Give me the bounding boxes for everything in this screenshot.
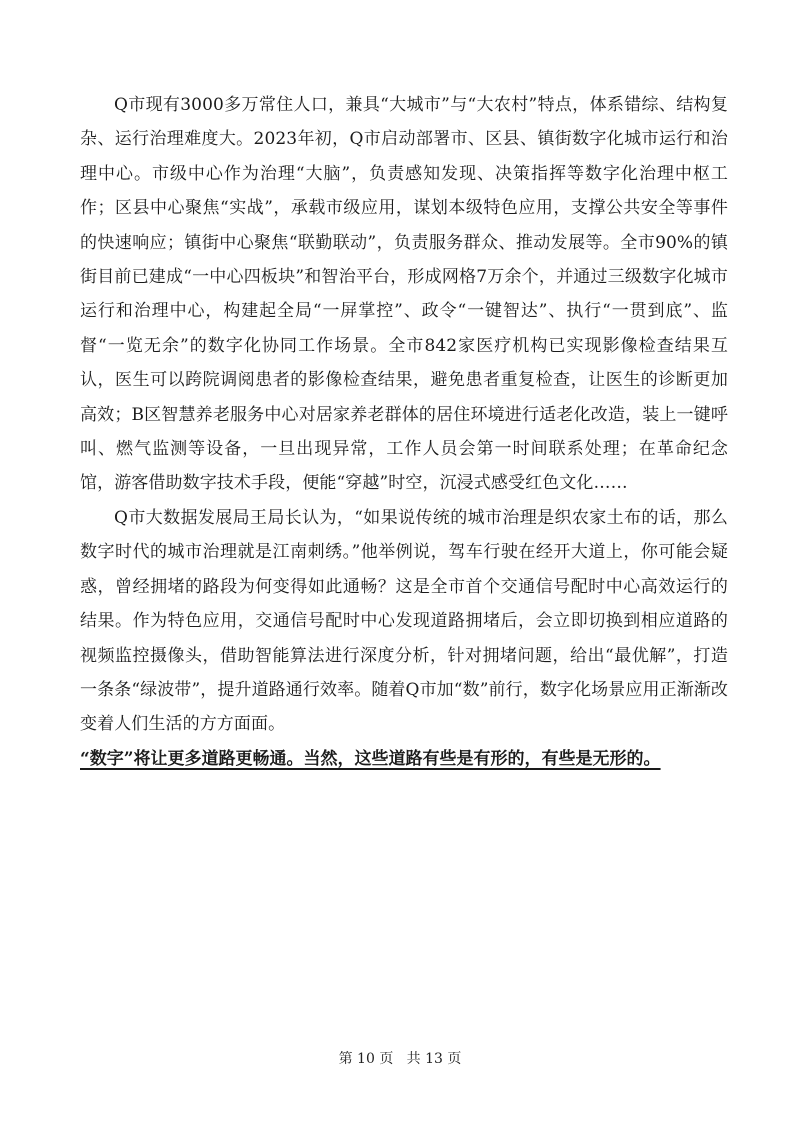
paragraph-traffic-signal: Q市大数据发展局王局长认为，“如果说传统的城市治理是织农家土布的话，那么数字时代的城市治理就是江南刺绣。”他举例说，驾车行驶在经开大道上，你可能会疑惑，曾经拥堵的路段为何变得如此通畅？这是全市首个交通信号配时中心高效运行的结果。作为特色应用，交通信号配时中心发现道路拥堵后，会立即切换到相应道路的视频监控摄像头，借助智能算法进行深度分析，针对拥堵问题，给出“最优解”，打造一条条“绿波带”，提升道路通行效率。随着Q市加“数”前行，数字化场景应用正渐渐改变着人们生活的方方面面。: [80, 507, 728, 735]
emphasis-sentence: “数字”将让更多道路更畅通。当然，这些道路有些是有形的，有些是无形的。: [80, 748, 661, 769]
document-body: [80, 88, 728, 776]
paragraph-city-overview: Q市现有3000多万常住人口，兼具“大城市”与“大农村”特点，体系错综、结构复杂、运行治理难度大。2023年初，Q市启动部署市、区县、镇街数字化城市运行和治理中心。市级中心作为治理“大脑”，负责感知发现、决策指挥等数字化治理中枢工作；区县中心聚焦“实战”，承载市级应用，谋划本级特色应用，支撑公共安全等事件的快速响应；镇街中心聚焦“联勤联动”，负责服务群众、推动发展等。全市90%的镇街目前已建成“一中心四板块”和智治平台，形成网格7万余个，并通过三级数字化城市运行和治理中心，构建起全局“一屏掌控”、政令“一键智达”、执行“一贯到底”、监督“一览无余”的数字化协同工作场景。全市842家医疗机构已实现影像检查结果互认，医生可以跨院调阅患者的影像检查结果，避免患者重复检查，让医生的诊断更加高效；B区智慧养老服务中心对居家养老群体的居住环境进行适老化改造，装上一键呼叫、燃气监测等设备，一旦出现异常，工作人员会第一时间联系处理；在革命纪念馆，游客借助数字技术手段，便能“穿越”时空，沉浸式感受红色文化……: [80, 95, 728, 494]
page-number-footer: 第 10 页 共 13 页: [338, 1051, 462, 1067]
